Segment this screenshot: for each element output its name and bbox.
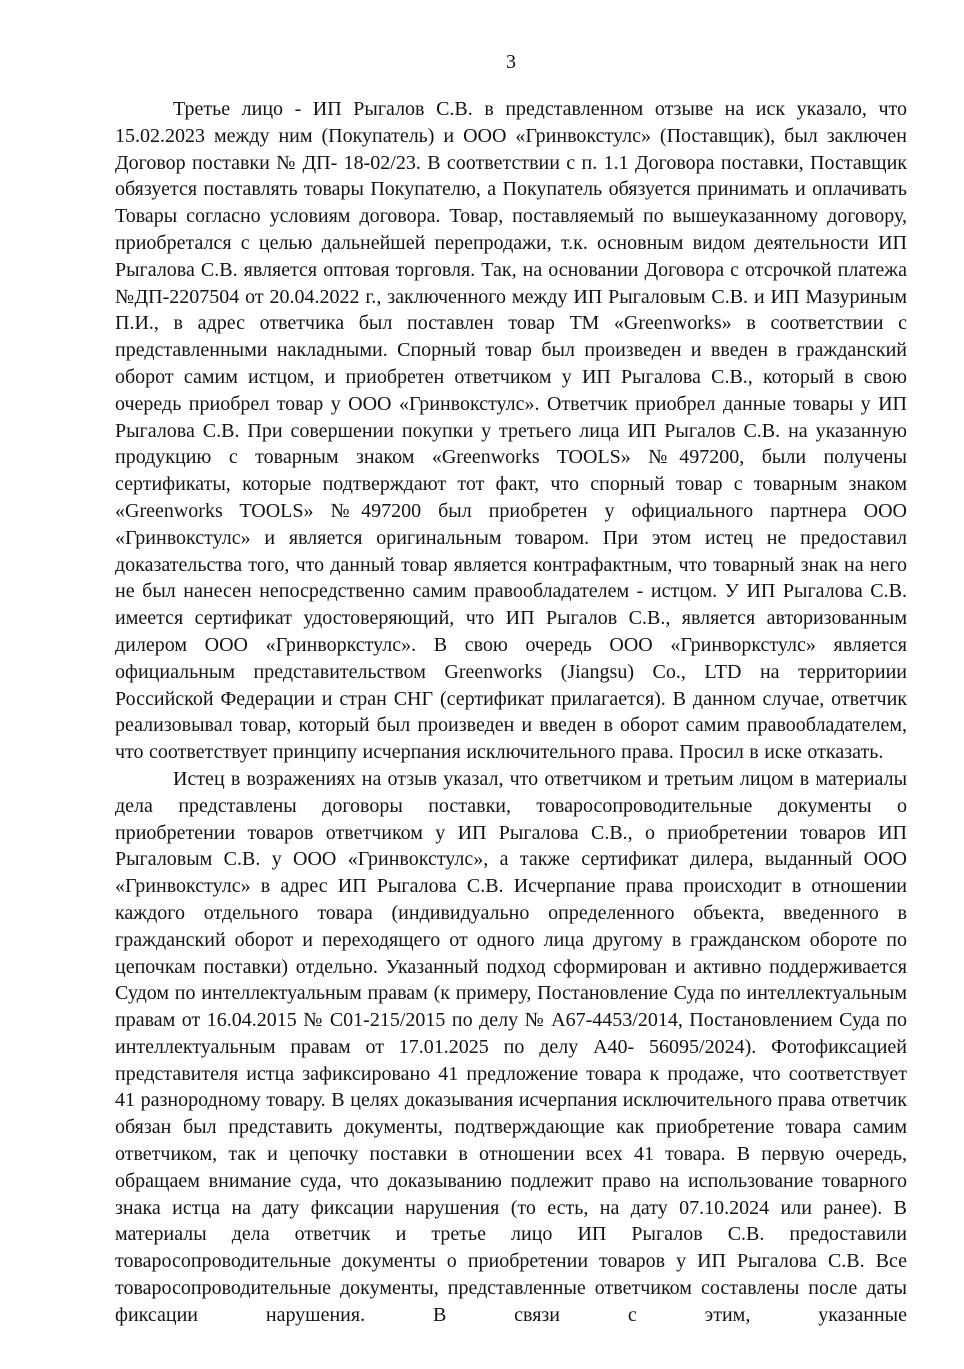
paragraph-third-party-response: Третье лицо - ИП Рыгалов С.В. в представленном отзыве на иск указало, что 15.02.2023 между ним (Покупатель) и ООО «Гринвокстулс» (Поставщик), был заключен Договор поставки № ДП- 18-02/23. В соответствии с п. 1.1 Договора поставки, Поставщик обязуется поставлять товары Покупателю, а Покупатель обязуется принимать и оплачивать Товары согласно условиям договора. Товар, поставляемый по вышеуказанному договору, приобретался с целью дальнейшей перепродажи, т.к. основным видом деятельности ИП Рыгалова С.В. является оптовая торговля. Так, на основании Договора с отсрочкой платежа №ДП-2207504 от 20.04.2022 г., заключенного между ИП Рыгаловым С.В. и ИП Мазуриным П.И., в адрес ответчика был поставлен товар ТМ «Greenworks» в соответствии с представленными накладными. Спорный товар был произведен и введен в гражданский оборот самим истцом, и приобретен ответчиком у ИП Рыгалова С.В., который в свою очередь приобрел товар у ООО «Гринвокстулс». Ответчик приобрел данные товары у ИП Рыгалова С.В. При совершении покупки у третьего лица ИП Рыгалов С.В. на указанную продукцию с товарным знаком «Greenworks TOOLS» №497200, были получены сертификаты, которые подтверждают тот факт, что спорный товар с товарным знаком «Greenworks TOOLS» №497200 был приобретен у официального партнера ООО «Гринвокстулс» и является оригинальным товаром. При этом истец не предоставил доказательства того, что данный товар является контрафактным, что товарный знак на него не был нанесен непосредственно самим правообладателем - истцом. У ИП Рыгалова С.В. имеется сертификат удостоверяющий, что ИП Рыгалов С.В., является авторизованным дилером ООО «Гринворкстулс». В свою очередь ООО «Гринворкстулс» является официальным представительством Greenworks (Jiangsu) Co., LTD на территориии Российской Федерации и стран СНГ (сертификат прилагается). В данном случае, ответчик реализовывал товар, который был произведен и введен в оборот самим правообладателем, что соответствует принципу исчерпания исключительного права. Просил в иске отказать. [115,98,907,764]
document-body [115,96,907,1329]
page-number: 3 [506,51,516,73]
paragraph-plaintiff-objections: Истец в возражениях на отзыв указал, что ответчиком и третьим лицом в материалы дела представлены договоры поставки, товаросопроводительные документы о приобретении товаров ответчиком у ИП Рыгалова С.В., о приобретении товаров ИП Рыгаловым С.В. у ООО «Гринвокстулс», а также сертификат дилера, выданный ООО «Гринвокстулс» в адрес ИП Рыгалова С.В. Исчерпание права происходит в отношении каждого отдельного товара (индивидуально определенного объекта, введенного в гражданский оборот и переходящего от одного лица другому в гражданском обороте по цепочкам поставки) отдельно. Указанный подход сформирован и активно поддерживается Судом по интеллектуальным правам (к примеру, Постановление Суда по интеллектуальным правам от 16.04.2015 № С01-215/2015 по делу № А67-4453/2014, Постановлением Суда по интеллектуальным правам от 17.01.2025 по делу А40- 56095/2024). Фотофиксацией представителя истца зафиксировано 41 предложение товара к продаже, что соответствует 41 разнородному товару. В целях доказывания исчерпания исключительного права ответчик обязан был представить документы, подтверждающие как приобретение товара самим ответчиком, так и цепочку поставки в отношении всех 41 товара. В первую очередь, обращаем внимание суда, что доказыванию подлежит право на использование товарного знака истца на дату фиксации нарушения (то есть, на дату 07.10.2024 или ранее). В материалы дела ответчик и третье лицо ИП Рыгалов С.В. предоставили товаросопроводительные документы о приобретении товаров у ИП Рыгалова С.В. Все товаросопроводительные документы, представленные ответчиком составлены после даты фиксации нарушения. В связи с этим, указанные [115,767,907,1326]
